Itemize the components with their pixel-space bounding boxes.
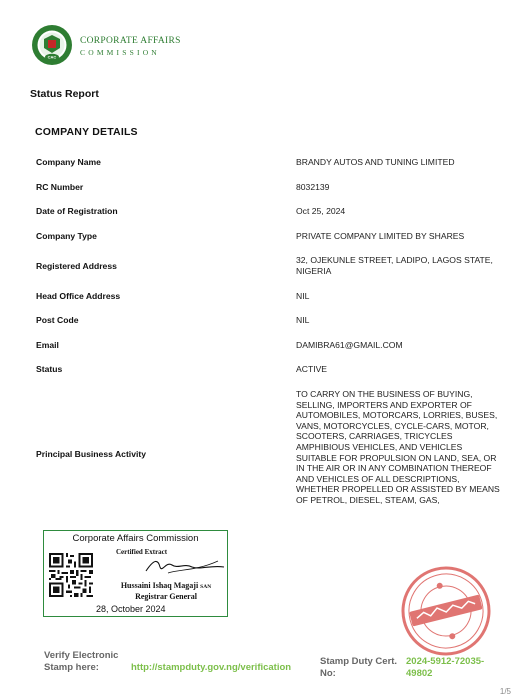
detail-value: BRANDY AUTOS AND TUNING LIMITED [296,157,455,167]
stamp-date: 28, October 2024 [96,604,166,614]
verify-label: Verify Electronic Stamp here: [44,650,119,673]
stamp-organization: Corporate Affairs Commission [72,533,199,544]
detail-value: DAMIBRA61@GMAIL.COM [296,340,403,350]
section-title: COMPANY DETAILS [35,126,138,138]
signer-suffix: SAN [200,584,212,590]
detail-label: Email [36,340,59,350]
detail-label: Head Office Address [36,291,121,301]
signer-block [106,581,226,601]
detail-label: Principal Business Activity [36,449,147,459]
stamp-certified-extract: Certified Extract [116,548,168,556]
page-number: 1/5 [499,687,511,696]
brand-line1: CORPORATE AFFAIRS [80,36,181,46]
detail-value: Oct 25, 2024 [296,206,346,216]
signer-name: Hussaini Ishaq Magaji [120,581,199,590]
detail-label: Company Name [36,157,101,167]
brand-name [80,37,181,56]
signature-icon [140,555,226,577]
qr-code-icon [49,553,93,597]
report-title: Status Report [30,88,99,100]
stamp-duty-seal-icon [390,555,502,667]
detail-value: 8032139 [296,182,330,192]
cert-label: Stamp Duty Cert. No: [320,656,398,679]
detail-label: Date of Registration [36,206,118,216]
detail-value: ACTIVE [296,364,328,374]
detail-label: Registered Address [36,261,117,271]
detail-value: NIL [296,315,310,325]
svg-text:CAC: CAC [47,54,57,60]
cert-number: 2024-5912-72035-49802 [406,656,485,679]
signer-title: Registrar General [135,592,197,601]
detail-label: Post Code [36,315,79,325]
cac-logo-icon [31,24,73,66]
detail-label: Company Type [36,231,97,241]
detail-value: PRIVATE COMPANY LIMITED BY SHARES [296,231,465,241]
detail-label: Status [36,364,63,374]
detail-value: 32, OJEKUNLE STREET, LADIPO, LAGOS STATE, NIGERIA [296,255,493,276]
verify-link[interactable]: http://stampduty.gov.ng/verification [131,662,292,673]
detail-label: RC Number [36,182,84,192]
detail-value: TO CARRY ON THE BUSINESS OF BUYING, SELLING, IMPORTERS AND EXPORTER OF AUTOMOBILES, MOTORCARS, LORRIES, BUSES, VANS, MOTORCYCLES, CYCLE-CARS, MOTOR, SCOOTERS, CARRIAGES, TRICYCLES AMPHIBIOUS VEHICLES, AND VEHICLES SUITABLE FOR PROPULSION ON LAND, SEA, OR IN THE AIR OR IN ANY COMBINATION THEREOF AND VEHICLES OF ALL DESCRIPTIONS, WHETHER PROPELLED OR ASSISTED BY MEANS OF PETROL, DIESEL, STEAM, GAS, [296,389,500,505]
detail-value: NIL [296,291,310,301]
certified-stamp [43,530,228,617]
brand-line2: COMMISSION [80,47,160,57]
